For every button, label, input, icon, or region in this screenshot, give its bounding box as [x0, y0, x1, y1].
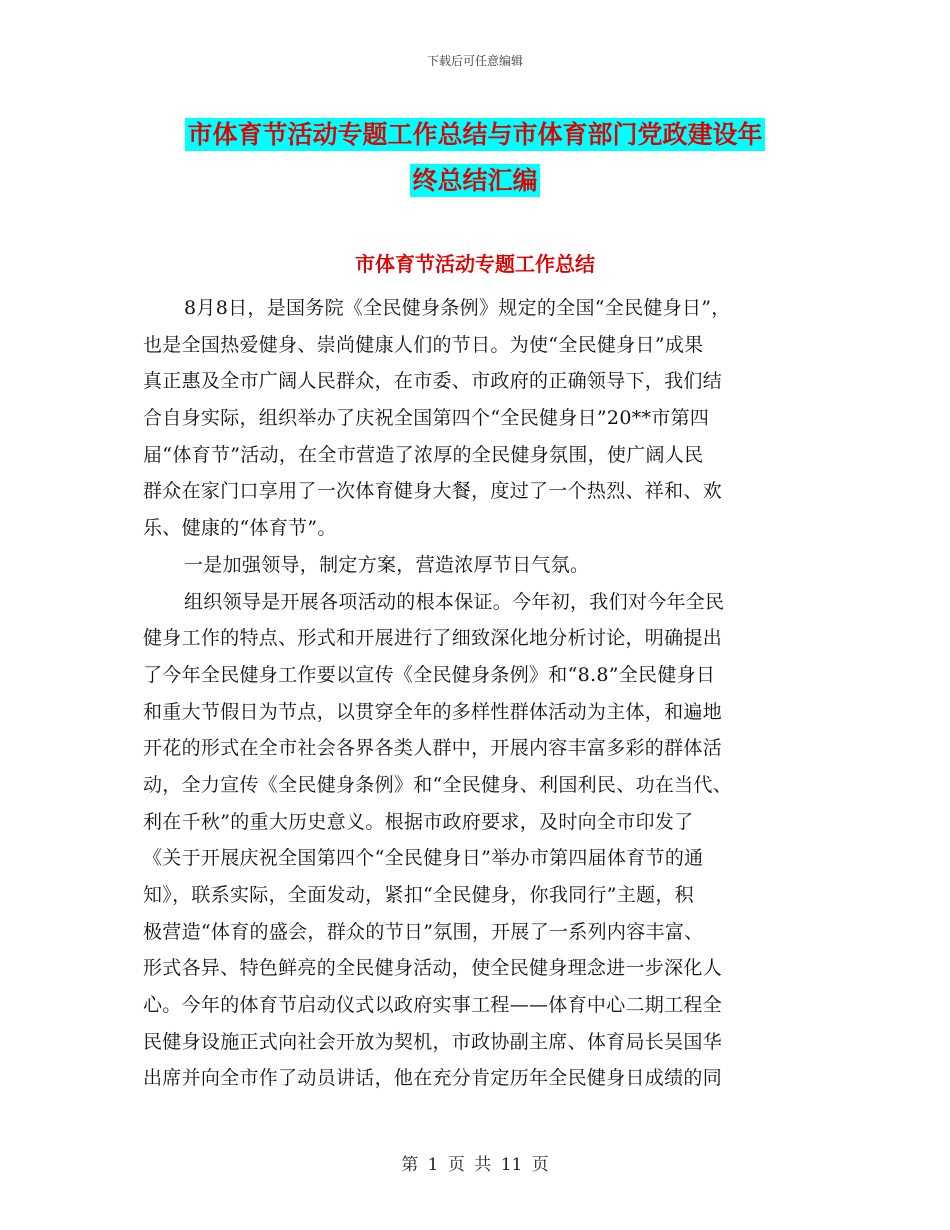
body-line: 极营造“体育的盛会，群众的节日”氛围，开展了一系列内容丰富、 [143, 920, 704, 943]
body-line: 健身工作的特点、形式和开展进行了细致深化地分析讨论，明确提出 [143, 627, 723, 650]
body-line: 民健身设施正式向社会开放为契机，市政协副主席、体育局长吴国华 [143, 1030, 723, 1053]
page-footer: 第 1 页 共 11 页 [401, 1155, 549, 1175]
body-line: 也是全国热爱健身、崇尚健康人们的节日。为使“全民健身日”成果 [143, 333, 704, 356]
document-title-line-1: 市体育节活动专题工作总结与市体育部门党政建设年 [187, 120, 763, 149]
body-line: 8月8日，是国务院《全民健身条例》规定的全国“全民健身日”， [184, 297, 731, 319]
body-line: 利在千秋”的重大历史意义。根据市政府要求，及时向全市印发了 [143, 810, 694, 833]
body-line: 形式各异、特色鲜亮的全民健身活动，使全民健身理念进一步深化人 [143, 957, 723, 980]
body-line: 出席并向全市作了动员讲话，他在充分肯定历年全民健身日成绩的同 [143, 1067, 723, 1090]
body-line: 群众在家门口享用了一次体育健身大餐，度过了一个热烈、祥和、欢 [143, 480, 723, 503]
document-title-line-2: 终总结汇编 [412, 166, 538, 195]
body-line: 开花的形式在全市社会各界各类人群中，开展内容丰富多彩的群体活 [143, 737, 723, 760]
body-line: 组织领导是开展各项活动的根本保证。今年初，我们对今年全民 [184, 590, 725, 613]
body-line: 届“体育节”活动，在全市营造了浓厚的全民健身氛围，使广阔人民 [143, 443, 704, 466]
body-line: 乐、健康的“体育节”。 [143, 517, 337, 540]
body-text [143, 290, 828, 1097]
body-line: 一是加强领导，制定方案，营造浓厚节日气氛。 [184, 553, 590, 576]
header-note: 下载后可任意编辑 [426, 54, 523, 68]
body-line: 知》，联系实际，全面发动，紧扣“全民健身，你我同行”主题，积 [143, 884, 694, 906]
body-line: 和重大节假日为节点，以贯穿全年的多样性群体活动为主体，和遍地 [143, 700, 723, 723]
body-line: 《关于开展庆祝全国第四个“全民健身日”举办市第四届体育节的通 [143, 847, 704, 870]
section-title: 市体育节活动专题工作总结 [355, 252, 595, 276]
body-line: 动，全力宣传《全民健身条例》和“全民健身、利国利民、功在当代、 [143, 773, 733, 796]
body-line: 了今年全民健身工作要以宣传《全民健身条例》和“8.8”全民健身日 [143, 663, 716, 686]
document-title [60, 112, 890, 204]
body-line: 真正惠及全市广阔人民群众，在市委、市政府的正确领导下，我们结 [143, 370, 723, 393]
body-line: 心。今年的体育节启动仪式以政府实事工程——体育中心二期工程全 [143, 994, 723, 1017]
body-line: 合自身实际，组织举办了庆祝全国第四个“全民健身日”20**市第四 [143, 407, 710, 430]
